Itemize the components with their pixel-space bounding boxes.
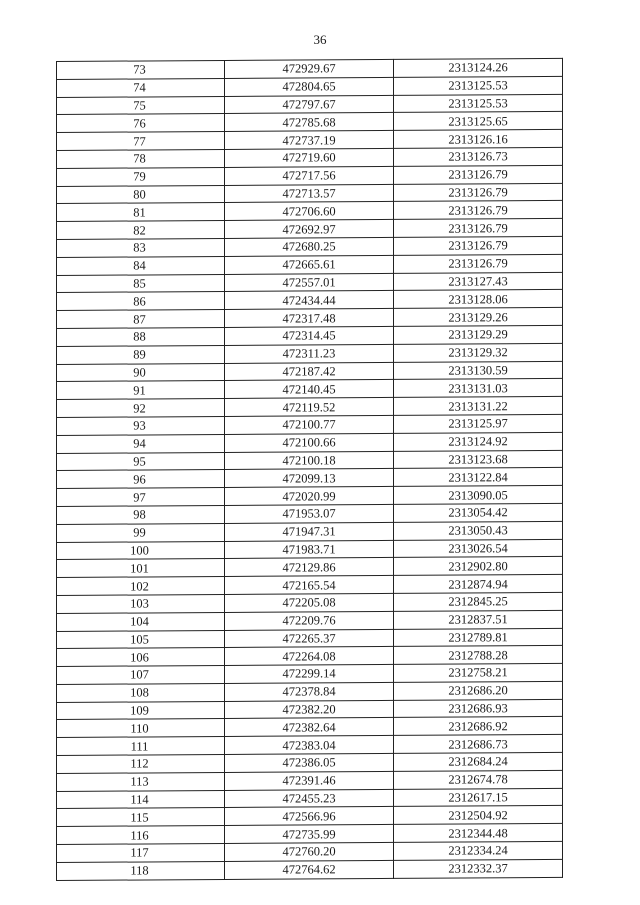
y-coordinate-cell: 2312344.48 (394, 824, 563, 843)
y-coordinate-cell: 2313125.65 (394, 112, 563, 131)
point-number-cell: 92 (57, 399, 225, 418)
point-number-cell: 117 (57, 844, 225, 863)
x-coordinate-cell: 472020.99 (225, 487, 394, 506)
y-coordinate-cell: 2313126.79 (394, 183, 563, 202)
x-coordinate-cell: 472317.48 (225, 309, 394, 328)
y-coordinate-cell: 2313131.22 (394, 397, 563, 416)
x-coordinate-cell: 472129.86 (225, 558, 394, 577)
point-number-cell: 81 (57, 203, 225, 222)
x-coordinate-cell: 471947.31 (225, 522, 394, 541)
point-number-cell: 107 (57, 666, 225, 685)
y-coordinate-cell: 2313125.53 (394, 94, 563, 113)
y-coordinate-cell: 2312758.21 (394, 663, 563, 682)
point-number-cell: 93 (57, 416, 225, 435)
point-number-cell: 106 (57, 648, 225, 667)
x-coordinate-cell: 472383.04 (225, 736, 394, 755)
y-coordinate-cell: 2313126.79 (394, 201, 563, 220)
y-coordinate-cell: 2313125.97 (394, 414, 563, 433)
y-coordinate-cell: 2313129.26 (394, 308, 563, 327)
x-coordinate-cell: 472719.60 (225, 148, 394, 167)
y-coordinate-cell: 2313126.79 (394, 254, 563, 273)
y-coordinate-cell: 2313127.43 (394, 272, 563, 291)
x-coordinate-cell: 472391.46 (225, 771, 394, 790)
x-coordinate-cell: 472264.08 (225, 647, 394, 666)
point-number-cell: 74 (57, 78, 225, 97)
y-coordinate-cell: 2313090.05 (394, 486, 563, 505)
y-coordinate-cell: 2313126.16 (394, 130, 563, 149)
point-number-cell: 84 (57, 256, 225, 275)
y-coordinate-cell: 2312674.78 (394, 770, 563, 789)
y-coordinate-cell: 2313126.79 (394, 219, 563, 238)
y-coordinate-cell: 2313128.06 (394, 290, 563, 309)
x-coordinate-cell: 472713.57 (225, 184, 394, 203)
y-coordinate-cell: 2313126.79 (394, 165, 563, 184)
x-coordinate-cell: 472785.68 (225, 113, 394, 132)
x-coordinate-cell: 472717.56 (225, 166, 394, 185)
point-number-cell: 99 (57, 523, 225, 542)
y-coordinate-cell: 2313124.92 (394, 432, 563, 451)
x-coordinate-cell: 472557.01 (225, 273, 394, 292)
y-coordinate-cell: 2312845.25 (394, 592, 563, 611)
y-coordinate-cell: 2312837.51 (394, 610, 563, 629)
point-number-cell: 101 (57, 559, 225, 578)
y-coordinate-cell: 2312332.37 (394, 859, 563, 878)
x-coordinate-cell: 472265.37 (225, 629, 394, 648)
point-number-cell: 94 (57, 434, 225, 453)
point-number-cell: 79 (57, 167, 225, 186)
y-coordinate-cell: 2312334.24 (394, 841, 563, 860)
x-coordinate-cell: 472205.08 (225, 593, 394, 612)
y-coordinate-cell: 2312789.81 (394, 628, 563, 647)
x-coordinate-cell: 472140.45 (225, 380, 394, 399)
point-number-cell: 96 (57, 470, 225, 489)
y-coordinate-cell: 2313126.73 (394, 147, 563, 166)
x-coordinate-cell: 472100.18 (225, 451, 394, 470)
point-number-cell: 118 (57, 861, 225, 880)
point-number-cell: 105 (57, 630, 225, 649)
point-number-cell: 87 (57, 310, 225, 329)
point-number-cell: 102 (57, 577, 225, 596)
x-coordinate-cell: 472314.45 (225, 326, 394, 345)
y-coordinate-cell: 2312617.15 (394, 788, 563, 807)
point-number-cell: 111 (57, 737, 225, 756)
point-number-cell: 115 (57, 808, 225, 827)
coordinates-table (56, 58, 563, 881)
x-coordinate-cell: 472100.66 (225, 433, 394, 452)
y-coordinate-cell: 2313123.68 (394, 450, 563, 469)
y-coordinate-cell: 2312684.24 (394, 752, 563, 771)
point-number-cell: 109 (57, 701, 225, 720)
x-coordinate-cell: 472386.05 (225, 754, 394, 773)
x-coordinate-cell: 472378.84 (225, 682, 394, 701)
point-number-cell: 75 (57, 96, 225, 115)
y-coordinate-cell: 2313126.79 (394, 236, 563, 255)
y-coordinate-cell: 2313050.43 (394, 521, 563, 540)
point-number-cell: 88 (57, 327, 225, 346)
point-number-cell: 91 (57, 381, 225, 400)
y-coordinate-cell: 2313125.53 (394, 76, 563, 95)
x-coordinate-cell: 472735.99 (225, 825, 394, 844)
point-number-cell: 108 (57, 683, 225, 702)
y-coordinate-cell: 2312686.73 (394, 735, 563, 754)
point-number-cell: 104 (57, 612, 225, 631)
x-coordinate-cell: 471953.07 (225, 504, 394, 523)
point-number-cell: 112 (57, 755, 225, 774)
x-coordinate-cell: 472100.77 (225, 415, 394, 434)
x-coordinate-cell: 472311.23 (225, 344, 394, 363)
x-coordinate-cell: 472099.13 (225, 469, 394, 488)
x-coordinate-cell: 472119.52 (225, 398, 394, 417)
page-number: 36 (313, 32, 327, 47)
x-coordinate-cell: 472382.64 (225, 718, 394, 737)
point-number-cell: 114 (57, 790, 225, 809)
x-coordinate-cell: 472665.61 (225, 255, 394, 274)
point-number-cell: 100 (57, 541, 225, 560)
x-coordinate-cell: 472797.67 (225, 95, 394, 114)
point-number-cell: 85 (57, 274, 225, 293)
x-coordinate-cell: 472299.14 (225, 665, 394, 684)
point-number-cell: 78 (57, 149, 225, 168)
y-coordinate-cell: 2313122.84 (394, 468, 563, 487)
point-number-cell: 76 (57, 114, 225, 133)
y-coordinate-cell: 2313130.59 (394, 361, 563, 380)
x-coordinate-cell: 472382.20 (225, 700, 394, 719)
point-number-cell: 73 (57, 60, 225, 79)
x-coordinate-cell: 472434.44 (225, 291, 394, 310)
x-coordinate-cell: 472209.76 (225, 611, 394, 630)
table-row (57, 859, 563, 880)
y-coordinate-cell: 2313054.42 (394, 503, 563, 522)
x-coordinate-cell: 472455.23 (225, 789, 394, 808)
point-number-cell: 95 (57, 452, 225, 471)
point-number-cell: 97 (57, 488, 225, 507)
point-number-cell: 77 (57, 132, 225, 151)
y-coordinate-cell: 2312788.28 (394, 646, 563, 665)
y-coordinate-cell: 2312686.93 (394, 699, 563, 718)
y-coordinate-cell: 2312686.20 (394, 681, 563, 700)
x-coordinate-cell: 472737.19 (225, 131, 394, 150)
point-number-cell: 83 (57, 238, 225, 257)
y-coordinate-cell: 2312874.94 (394, 575, 563, 594)
y-coordinate-cell: 2312504.92 (394, 806, 563, 825)
y-coordinate-cell: 2312902.80 (394, 557, 563, 576)
y-coordinate-cell: 2313129.32 (394, 343, 563, 362)
x-coordinate-cell: 472804.65 (225, 77, 394, 96)
x-coordinate-cell: 472566.96 (225, 807, 394, 826)
x-coordinate-cell: 472929.67 (225, 59, 394, 78)
x-coordinate-cell: 471983.71 (225, 540, 394, 559)
point-number-cell: 110 (57, 719, 225, 738)
x-coordinate-cell: 472187.42 (225, 362, 394, 381)
point-number-cell: 90 (57, 363, 225, 382)
x-coordinate-cell: 472692.97 (225, 220, 394, 239)
x-coordinate-cell: 472165.54 (225, 576, 394, 595)
point-number-cell: 116 (57, 826, 225, 845)
point-number-cell: 89 (57, 345, 225, 364)
y-coordinate-cell: 2312686.92 (394, 717, 563, 736)
point-number-cell: 98 (57, 505, 225, 524)
point-number-cell: 103 (57, 594, 225, 613)
point-number-cell: 113 (57, 772, 225, 791)
point-number-cell: 80 (57, 185, 225, 204)
y-coordinate-cell: 2313124.26 (394, 58, 563, 77)
x-coordinate-cell: 472760.20 (225, 843, 394, 862)
point-number-cell: 86 (57, 292, 225, 311)
point-number-cell: 82 (57, 221, 225, 240)
y-coordinate-cell: 2313131.03 (394, 379, 563, 398)
x-coordinate-cell: 472680.25 (225, 237, 394, 256)
x-coordinate-cell: 472764.62 (225, 860, 394, 879)
coordinates-table-body (57, 58, 563, 880)
y-coordinate-cell: 2313129.29 (394, 325, 563, 344)
x-coordinate-cell: 472706.60 (225, 202, 394, 221)
y-coordinate-cell: 2313026.54 (394, 539, 563, 558)
